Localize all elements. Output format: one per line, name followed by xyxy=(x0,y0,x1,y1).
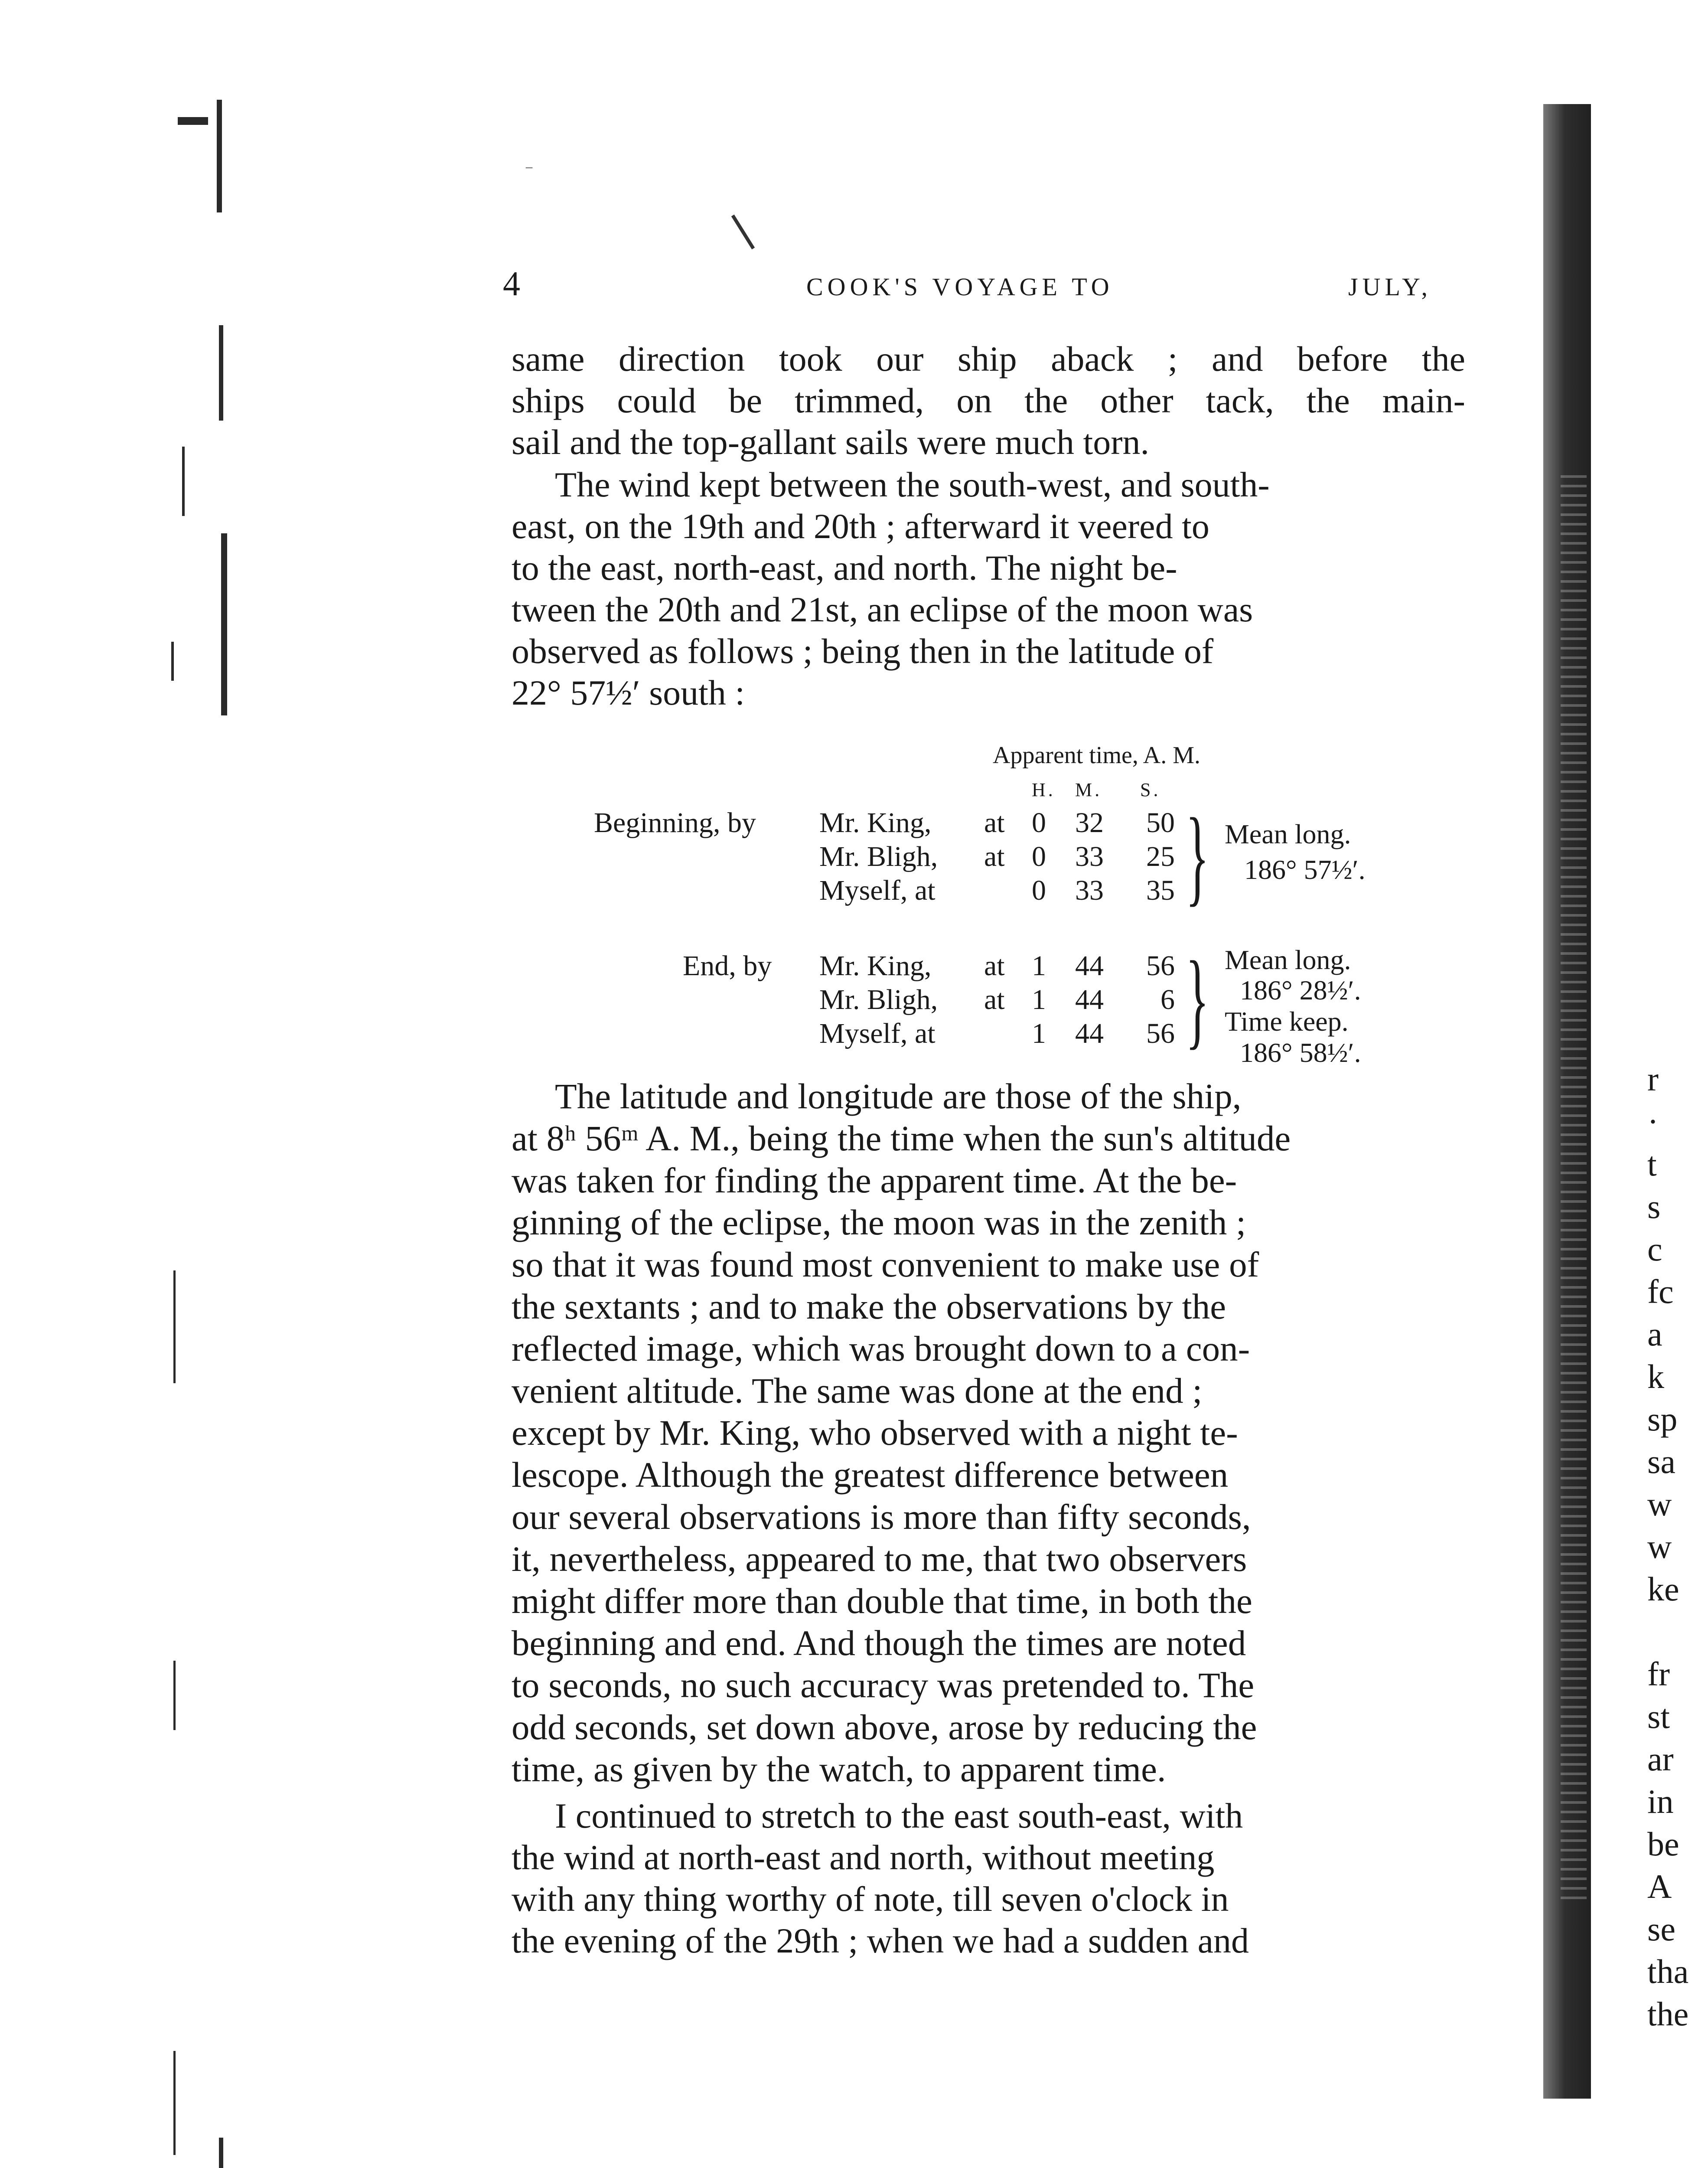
unit-hours: H. xyxy=(1032,779,1056,800)
fragment-line: w xyxy=(1647,1528,1672,1565)
observer: Myself, at xyxy=(819,875,935,906)
text-line: venient altitude. The same was done at the end ; xyxy=(512,1371,1203,1411)
hours: 1 xyxy=(1032,1018,1046,1049)
minutes: 33 xyxy=(1075,875,1104,906)
text-line: except by Mr. King, who observed with a night te- xyxy=(512,1413,1238,1453)
fragment-line: · xyxy=(1647,1103,1659,1140)
observer: Mr. King, xyxy=(819,950,932,982)
note-line: Mean long. xyxy=(1225,944,1351,975)
at-word: at xyxy=(984,984,1005,1015)
fragment-line: fc xyxy=(1647,1273,1674,1310)
observer: Myself, at xyxy=(819,1018,935,1049)
text-line: The latitude and longitude are those of the ship, xyxy=(555,1076,1242,1116)
running-month: JULY, xyxy=(1348,273,1432,301)
paragraph-continued xyxy=(512,338,1465,463)
seconds: 35 xyxy=(1146,875,1175,906)
text-line: ginning of the eclipse, the moon was in the zenith ; xyxy=(512,1202,1246,1242)
note-line: Time keep. xyxy=(1225,1006,1349,1037)
text-line: east, on the 19th and 20th ; afterward it veered to xyxy=(512,506,1209,546)
fragment-line: the xyxy=(1647,1995,1689,2033)
row-lead: Beginning, by xyxy=(594,807,756,839)
text-line: ships could be trimmed, on the other tack, the main- xyxy=(512,381,1465,420)
text-line: our several observations is more than fifty seconds, xyxy=(512,1497,1251,1537)
text-line: beginning and end. And though the times are noted xyxy=(512,1623,1246,1663)
minutes: 33 xyxy=(1075,841,1104,872)
scan-right-fringe xyxy=(1561,468,1587,1899)
text-line: reflected image, which was brought down to a con- xyxy=(512,1329,1250,1368)
text-line: might differ more than double that time, in both the xyxy=(512,1581,1252,1621)
note-line: 186° 57½′. xyxy=(1244,854,1366,885)
fragment-line: ar xyxy=(1647,1740,1674,1778)
text-line: The wind kept between the south-west, and south- xyxy=(555,465,1270,504)
note-line: 186° 58½′. xyxy=(1240,1037,1361,1068)
paragraph-latitude-longitude xyxy=(512,1075,1465,1790)
ink-stroke-mark xyxy=(731,215,755,250)
fragment-line: t xyxy=(1647,1145,1657,1183)
fragment-line: k xyxy=(1647,1358,1664,1395)
text-line: lescope. Although the greatest difference between xyxy=(512,1455,1229,1495)
minutes: 44 xyxy=(1075,1018,1104,1049)
fragment-line: in xyxy=(1647,1783,1674,1820)
seconds: 56 xyxy=(1146,950,1175,982)
brace-end: } xyxy=(1186,939,1209,1059)
seconds: 56 xyxy=(1146,1018,1175,1049)
seconds: 25 xyxy=(1146,841,1175,872)
minutes: 44 xyxy=(1075,984,1104,1015)
observer: Mr. Bligh, xyxy=(819,841,938,872)
at-word: at xyxy=(984,950,1005,982)
text-line: the sextants ; and to make the observations by the xyxy=(512,1286,1226,1326)
row-lead: End, by xyxy=(683,950,772,982)
fragment-line: sp xyxy=(1647,1400,1678,1438)
note-line: 186° 28½′. xyxy=(1240,975,1361,1006)
ink-speck: ⁻ xyxy=(525,161,534,180)
fragment-line: s xyxy=(1647,1188,1661,1225)
observer: Mr. Bligh, xyxy=(819,984,938,1015)
text-line: to seconds, no such accuracy was pretended to. The xyxy=(512,1665,1255,1705)
fragment-line: c xyxy=(1647,1230,1662,1268)
text-line: sail and the top-gallant sails were much torn. xyxy=(512,422,1150,462)
text-line: time, as given by the watch, to apparent time. xyxy=(512,1749,1166,1789)
paragraph-continued-course xyxy=(512,1795,1465,1962)
page-header xyxy=(503,264,1457,308)
seconds: 6 xyxy=(1160,984,1175,1015)
hours: 1 xyxy=(1032,984,1046,1015)
fragment-line: A xyxy=(1647,1868,1672,1905)
fragment-line: tha xyxy=(1647,1953,1689,1990)
text-line: odd seconds, set down above, arose by reducing the xyxy=(512,1707,1257,1747)
text-line: observed as follows ; being then in the latitude of xyxy=(512,631,1214,671)
text-line: the wind at north-east and north, without meeting xyxy=(512,1838,1215,1877)
fragment-line: a xyxy=(1647,1315,1662,1353)
fragment-line xyxy=(1647,1610,1708,1653)
text-line: at 8ʰ 56ᵐ A. M., being the time when the sun's altitude xyxy=(512,1118,1291,1158)
hours: 0 xyxy=(1032,807,1046,839)
paragraph-wind-eclipse xyxy=(512,464,1465,714)
fragment-line: st xyxy=(1647,1698,1670,1735)
fragment-line: w xyxy=(1647,1485,1672,1523)
observer: Mr. King, xyxy=(819,807,932,839)
hours: 0 xyxy=(1032,875,1046,906)
scan-gutter-noise xyxy=(130,100,243,2168)
minutes: 32 xyxy=(1075,807,1104,839)
unit-seconds: S. xyxy=(1140,779,1161,800)
fragment-line: fr xyxy=(1647,1655,1670,1693)
fragment-line: ke xyxy=(1647,1570,1679,1608)
hours: 0 xyxy=(1032,841,1046,872)
adjacent-page-fragment xyxy=(1647,1058,1708,2035)
hours: 1 xyxy=(1032,950,1046,982)
running-title: COOK'S VOYAGE TO xyxy=(806,273,1114,301)
fragment-line: sa xyxy=(1647,1443,1675,1480)
text-line: to the east, north-east, and north. The night be- xyxy=(512,548,1177,588)
text-line: so that it was found most convenient to make use of xyxy=(512,1244,1259,1284)
text-line: tween the 20th and 21st, an eclipse of the moon was xyxy=(512,590,1253,629)
text-line: the evening of the 29th ; when we had a sudden and xyxy=(512,1921,1249,1960)
table-heading: Apparent time, A. M. xyxy=(993,742,1201,769)
seconds: 50 xyxy=(1146,807,1175,839)
text-line: 22° 57½′ south : xyxy=(512,673,745,712)
page-number: 4 xyxy=(503,265,520,303)
text-line: it, nevertheless, appeared to me, that two observers xyxy=(512,1539,1247,1579)
minutes: 44 xyxy=(1075,950,1104,982)
fragment-line: se xyxy=(1647,1910,1675,1948)
text-line: with any thing worthy of note, till seven o'clock in xyxy=(512,1879,1229,1919)
at-word: at xyxy=(984,841,1005,872)
at-word: at xyxy=(984,807,1005,839)
text-line: was taken for finding the apparent time. At the be- xyxy=(512,1160,1237,1200)
text-line: same direction took our ship aback ; and before the xyxy=(512,339,1465,379)
fragment-line: be xyxy=(1647,1825,1679,1863)
unit-minutes: M. xyxy=(1075,779,1102,800)
text-line: I continued to stretch to the east south-east, with xyxy=(555,1796,1243,1835)
note-line: Mean long. xyxy=(1225,819,1351,849)
fragment-line: r xyxy=(1647,1060,1659,1098)
brace-beginning: } xyxy=(1186,796,1209,916)
